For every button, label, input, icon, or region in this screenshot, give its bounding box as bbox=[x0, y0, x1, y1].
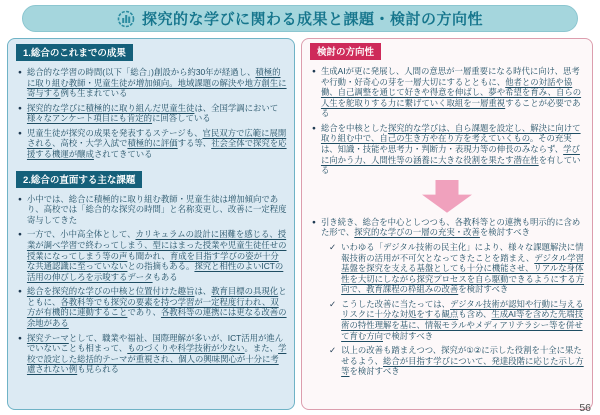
checkmark-icon: ✓ bbox=[329, 298, 337, 309]
list-item bbox=[18, 333, 287, 375]
two-column-layout bbox=[7, 38, 593, 410]
check-list-item bbox=[329, 299, 585, 341]
title-text: 探究的な学びに関わる成果と課題・検討の方向性 bbox=[141, 11, 483, 28]
bullet-icon: ● bbox=[18, 334, 22, 342]
check-text: 以上の改善も踏まえつつ、探究が①②に示した役割を十全に果たせるよう、総合が目指す学びについて、発達段階に応じた示し方等を検討すべき bbox=[341, 345, 584, 377]
section-header-outcomes: 1.総合のこれまでの成果 bbox=[16, 44, 133, 61]
bullet-icon: ● bbox=[18, 104, 22, 112]
bullet-text: 一方で、小中高全体として、カリキュラムの設計に困難を感じる、授業が調べ学習で終わってしまう、型にはまった授業や児童生徒任せの授業になってしまう等の声も聞かれ、育成を目指す学びの姿が十分な共通認識に至っていないとの指摘もある。探究と相性のよいICTの活用の伸びしろを示唆するデータもある bbox=[26, 229, 287, 282]
bullet-icon: ● bbox=[312, 218, 316, 226]
list-item bbox=[312, 66, 585, 119]
list-item bbox=[18, 128, 287, 160]
list-item bbox=[18, 194, 287, 226]
left-panel-outcomes-issues bbox=[7, 38, 295, 410]
down-arrow-icon bbox=[422, 180, 472, 213]
bullet-text: 総合的な学習の時間(以下「総合」)創設から約30年が経過し、積極的に取り組む教師・児童生徒が増加傾向。地域課題の解決や地方創生に寄与する例も生まれている bbox=[26, 67, 287, 99]
bullet-text: 探究テーマとして、職業や福祉、国際理解が多いが、ICT活用が進んでいないことも相まって、ものづくりや科学技術が少ない。また、学校で設定した総括的テーマが重視され、個人の興味関心が十分に考慮されない例も見られる bbox=[26, 332, 287, 375]
bullet-text: 総合を中核とした探究的な学びは、自ら課題を設定し、解決に向けて取り組む中で、自己の生き方や在り方を考えていくもの。その充実は、知識・技能や思考力・判断力・表現力等の伸長のみならず、学びに向かう力、人間性等の涵養に大きな役割を果たす潜在性を有している bbox=[320, 122, 581, 176]
list-item bbox=[18, 67, 287, 99]
checkmark-icon: ✓ bbox=[329, 345, 337, 356]
checkmark-icon: ✓ bbox=[329, 241, 337, 252]
bullet-text: 探究的な学びに積極的に取り組んだ児童生徒は、全国学調において様々なアンケート項目にも肯定的に回答している bbox=[26, 102, 279, 124]
bullet-icon: ● bbox=[18, 195, 22, 203]
list-item bbox=[18, 229, 287, 282]
section-header-issues: 2.総合の直面する主な課題 bbox=[16, 171, 142, 188]
bullet-icon: ● bbox=[18, 129, 22, 137]
bullet-text: 児童生徒が探究の成果を発表するステージも、官民双方で広範に展開される、高校・大学入試で積極的に評価する等、社会全体で探究を応援する機運が醸成されてきている bbox=[26, 127, 287, 160]
bullet-icon: ● bbox=[18, 231, 22, 239]
page-number: 56 bbox=[579, 402, 591, 414]
bullet-icon: ● bbox=[312, 124, 316, 132]
bullet-icon: ● bbox=[18, 288, 22, 296]
bullet-text: 総合を探究的な学びの中核と位置付けた趣旨は、教育目標の具現化とともに、各教科等でも探究の要素を持つ学習が一定程度行われ、双方が有機的に連動することであり、各教科等の連携には更なる改善の余地がある bbox=[26, 286, 287, 328]
check-list-item bbox=[329, 345, 585, 377]
list-item bbox=[312, 123, 585, 176]
bullet-icon: ● bbox=[18, 69, 22, 76]
bullet-text: 引き続き、総合を中心としつつも、各教科等との連携も明示的に含めた形で、探究的な学びの一層の充実・改善を検討すべき bbox=[320, 216, 581, 238]
check-list-item bbox=[329, 242, 585, 295]
chart-circle-icon bbox=[117, 10, 135, 28]
bullet-text: 小中では、総合に積極的に取り組む教師・児童生徒は増加傾向であり、高校では「総合的な探究の時間」と名称変更し、改善に一定程度寄与してきた bbox=[26, 193, 287, 225]
check-text: いわゆる「デジタル技術の民主化」により、様々な課題解決に情報技術の活用が不可欠となってきたことを踏まえ、デジタル学習基盤を探究を支える基盤としても十分に機能させ、リアルな身体性を大切にしながら探究プロセスを自ら駆動できるようにする方向で、教育課程の枠組みの改善を検討すべき bbox=[341, 241, 585, 295]
list-item bbox=[312, 217, 585, 238]
check-text: こうした改善に当たっては、デジタル技術が認知や行動に与えるリスクに十分な対処をする観点も含め、生成AI等を含めた先端技術の特性理解を基に、情報モラルやメディアリテラシー等を併せて育む方向で検討すべき bbox=[341, 298, 584, 341]
section-header-direction: 検討の方向性 bbox=[310, 43, 381, 60]
right-panel-direction bbox=[301, 38, 593, 410]
bullet-icon: ● bbox=[312, 68, 316, 75]
list-item bbox=[18, 286, 287, 328]
page-title bbox=[22, 5, 578, 32]
list-item bbox=[18, 103, 287, 124]
bullet-text: 生成AIが更に発展し、人間の意思が一層重要になる時代に向け、思考や行動・好奇心の芽を一層大切にするとともに、他者との対話や協働、自己調整を通じて好きや得意を伸ばし、夢や希望を育み、自らの人生を舵取りする力に繋げていく取組を一層重視することが必要である bbox=[320, 66, 582, 119]
